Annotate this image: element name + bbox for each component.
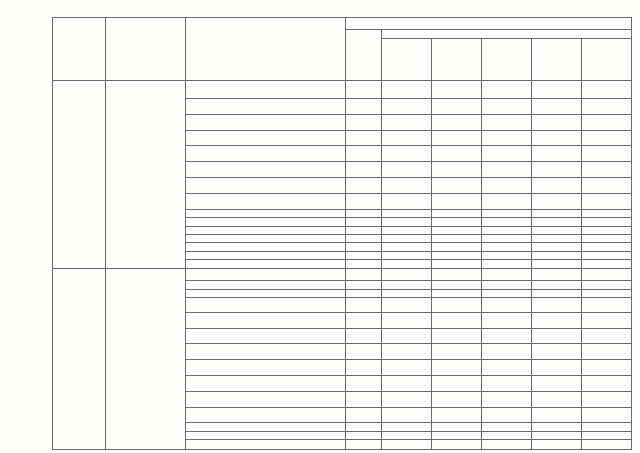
- value-cell: [532, 193, 582, 209]
- funding-source-cell: [186, 360, 346, 376]
- value-cell: [482, 268, 532, 281]
- value-cell: [346, 440, 382, 450]
- value-cell: [382, 312, 432, 328]
- budget-table: [52, 17, 632, 450]
- value-cell: [382, 260, 432, 268]
- value-cell: [482, 260, 532, 268]
- funding-source-cell: [186, 407, 346, 423]
- funding-source-cell: [186, 209, 346, 217]
- funding-source-cell: [186, 423, 346, 431]
- value-cell: [482, 99, 532, 115]
- value-cell: [482, 81, 532, 99]
- value-cell: [582, 193, 632, 209]
- value-cell: [582, 114, 632, 130]
- value-cell: [382, 298, 432, 313]
- value-cell: [532, 130, 582, 146]
- value-cell: [382, 268, 432, 281]
- status-cell: [53, 81, 106, 268]
- value-cell: [432, 218, 482, 226]
- value-cell: [482, 391, 532, 407]
- header-years-group: [382, 29, 632, 38]
- value-cell: [432, 328, 482, 344]
- header-status: [53, 18, 106, 81]
- value-cell: [482, 281, 532, 289]
- value-cell: [382, 243, 432, 251]
- value-cell: [382, 218, 432, 226]
- value-cell: [532, 218, 582, 226]
- value-cell: [432, 99, 482, 115]
- funding-source-cell: [186, 178, 346, 194]
- value-cell: [532, 407, 582, 423]
- value-cell: [346, 423, 382, 431]
- value-cell: [432, 162, 482, 178]
- value-cell: [482, 146, 532, 162]
- value-cell: [382, 81, 432, 99]
- value-cell: [482, 251, 532, 259]
- value-cell: [482, 193, 532, 209]
- value-cell: [582, 376, 632, 392]
- value-cell: [532, 99, 582, 115]
- header-year: [532, 39, 582, 81]
- value-cell: [432, 243, 482, 251]
- value-cell: [346, 268, 382, 281]
- funding-source-cell: [186, 130, 346, 146]
- value-cell: [432, 391, 482, 407]
- value-cell: [582, 226, 632, 234]
- value-cell: [532, 376, 582, 392]
- value-cell: [432, 298, 482, 313]
- value-cell: [482, 243, 532, 251]
- value-cell: [582, 440, 632, 450]
- value-cell: [346, 407, 382, 423]
- table-row: [53, 268, 632, 281]
- value-cell: [432, 407, 482, 423]
- value-cell: [346, 298, 382, 313]
- value-cell: [582, 407, 632, 423]
- value-cell: [582, 289, 632, 297]
- value-cell: [432, 281, 482, 289]
- value-cell: [482, 234, 532, 242]
- value-cell: [346, 431, 382, 439]
- value-cell: [346, 344, 382, 360]
- value-cell: [346, 312, 382, 328]
- value-cell: [432, 146, 482, 162]
- value-cell: [482, 162, 532, 178]
- value-cell: [582, 146, 632, 162]
- value-cell: [346, 289, 382, 297]
- value-cell: [382, 234, 432, 242]
- value-cell: [532, 243, 582, 251]
- value-cell: [382, 328, 432, 344]
- header-funding-group: [346, 18, 632, 30]
- value-cell: [382, 178, 432, 194]
- value-cell: [532, 440, 582, 450]
- value-cell: [432, 376, 482, 392]
- value-cell: [582, 130, 632, 146]
- value-cell: [382, 251, 432, 259]
- page-number: [334, 7, 344, 15]
- value-cell: [582, 298, 632, 313]
- value-cell: [582, 360, 632, 376]
- value-cell: [482, 298, 532, 313]
- value-cell: [482, 218, 532, 226]
- value-cell: [432, 289, 482, 297]
- value-cell: [346, 376, 382, 392]
- value-cell: [346, 130, 382, 146]
- value-cell: [582, 423, 632, 431]
- value-cell: [582, 281, 632, 289]
- value-cell: [382, 146, 432, 162]
- value-cell: [482, 226, 532, 234]
- value-cell: [582, 391, 632, 407]
- header-program: [106, 18, 186, 81]
- value-cell: [532, 234, 582, 242]
- value-cell: [346, 193, 382, 209]
- value-cell: [482, 344, 532, 360]
- table-row: [53, 81, 632, 99]
- value-cell: [432, 209, 482, 217]
- value-cell: [382, 130, 432, 146]
- value-cell: [582, 178, 632, 194]
- header-year: [582, 39, 632, 81]
- value-cell: [432, 260, 482, 268]
- value-cell: [582, 328, 632, 344]
- funding-source-cell: [186, 268, 346, 281]
- value-cell: [532, 391, 582, 407]
- value-cell: [382, 193, 432, 209]
- value-cell: [346, 99, 382, 115]
- value-cell: [582, 312, 632, 328]
- value-cell: [532, 268, 582, 281]
- value-cell: [432, 360, 482, 376]
- value-cell: [432, 431, 482, 439]
- value-cell: [482, 431, 532, 439]
- funding-source-cell: [186, 312, 346, 328]
- value-cell: [432, 312, 482, 328]
- value-cell: [346, 178, 382, 194]
- value-cell: [432, 193, 482, 209]
- value-cell: [532, 281, 582, 289]
- value-cell: [532, 344, 582, 360]
- value-cell: [432, 423, 482, 431]
- header-executor: [186, 18, 346, 81]
- value-cell: [482, 312, 532, 328]
- funding-source-cell: [186, 162, 346, 178]
- value-cell: [382, 431, 432, 439]
- value-cell: [482, 360, 532, 376]
- header-total: [346, 29, 382, 81]
- value-cell: [346, 146, 382, 162]
- value-cell: [482, 328, 532, 344]
- value-cell: [532, 81, 582, 99]
- value-cell: [382, 99, 432, 115]
- value-cell: [582, 218, 632, 226]
- value-cell: [432, 226, 482, 234]
- value-cell: [346, 218, 382, 226]
- value-cell: [346, 328, 382, 344]
- value-cell: [382, 226, 432, 234]
- header-year: [482, 39, 532, 81]
- value-cell: [382, 391, 432, 407]
- value-cell: [482, 178, 532, 194]
- value-cell: [432, 344, 482, 360]
- value-cell: [382, 423, 432, 431]
- value-cell: [382, 440, 432, 450]
- value-cell: [482, 423, 532, 431]
- value-cell: [582, 234, 632, 242]
- funding-source-cell: [186, 431, 346, 439]
- value-cell: [532, 360, 582, 376]
- funding-source-cell: [186, 328, 346, 344]
- value-cell: [346, 226, 382, 234]
- value-cell: [432, 251, 482, 259]
- value-cell: [346, 243, 382, 251]
- value-cell: [532, 178, 582, 194]
- value-cell: [482, 289, 532, 297]
- value-cell: [482, 114, 532, 130]
- funding-source-cell: [186, 243, 346, 251]
- value-cell: [432, 81, 482, 99]
- program-cell: [106, 81, 186, 268]
- funding-source-cell: [186, 344, 346, 360]
- value-cell: [482, 407, 532, 423]
- value-cell: [346, 114, 382, 130]
- funding-source-cell: [186, 234, 346, 242]
- funding-source-cell: [186, 260, 346, 268]
- value-cell: [382, 209, 432, 217]
- value-cell: [482, 376, 532, 392]
- value-cell: [346, 234, 382, 242]
- program-cell: [106, 268, 186, 449]
- value-cell: [382, 289, 432, 297]
- value-cell: [432, 440, 482, 450]
- value-cell: [346, 209, 382, 217]
- value-cell: [532, 260, 582, 268]
- value-cell: [346, 391, 382, 407]
- value-cell: [432, 114, 482, 130]
- funding-source-cell: [186, 440, 346, 450]
- value-cell: [432, 234, 482, 242]
- value-cell: [432, 130, 482, 146]
- value-cell: [532, 226, 582, 234]
- value-cell: [532, 423, 582, 431]
- value-cell: [582, 431, 632, 439]
- value-cell: [582, 251, 632, 259]
- funding-source-cell: [186, 146, 346, 162]
- value-cell: [346, 81, 382, 99]
- value-cell: [482, 130, 532, 146]
- value-cell: [532, 312, 582, 328]
- funding-source-cell: [186, 251, 346, 259]
- value-cell: [482, 440, 532, 450]
- value-cell: [582, 99, 632, 115]
- value-cell: [382, 281, 432, 289]
- value-cell: [532, 114, 582, 130]
- value-cell: [532, 298, 582, 313]
- value-cell: [482, 209, 532, 217]
- value-cell: [346, 251, 382, 259]
- value-cell: [382, 162, 432, 178]
- funding-source-cell: [186, 281, 346, 289]
- value-cell: [582, 209, 632, 217]
- value-cell: [582, 162, 632, 178]
- value-cell: [346, 281, 382, 289]
- value-cell: [532, 289, 582, 297]
- funding-source-cell: [186, 193, 346, 209]
- value-cell: [382, 360, 432, 376]
- value-cell: [582, 243, 632, 251]
- value-cell: [382, 114, 432, 130]
- funding-source-cell: [186, 391, 346, 407]
- value-cell: [382, 376, 432, 392]
- header-year: [382, 39, 432, 81]
- funding-source-cell: [186, 81, 346, 99]
- value-cell: [532, 209, 582, 217]
- value-cell: [582, 260, 632, 268]
- value-cell: [432, 178, 482, 194]
- value-cell: [346, 162, 382, 178]
- funding-source-cell: [186, 226, 346, 234]
- value-cell: [432, 268, 482, 281]
- value-cell: [532, 328, 582, 344]
- value-cell: [582, 344, 632, 360]
- value-cell: [382, 407, 432, 423]
- funding-source-cell: [186, 99, 346, 115]
- value-cell: [532, 251, 582, 259]
- value-cell: [532, 431, 582, 439]
- value-cell: [582, 268, 632, 281]
- value-cell: [346, 260, 382, 268]
- status-cell: [53, 268, 106, 449]
- funding-source-cell: [186, 376, 346, 392]
- value-cell: [532, 162, 582, 178]
- value-cell: [346, 360, 382, 376]
- header-year: [432, 39, 482, 81]
- funding-source-cell: [186, 114, 346, 130]
- value-cell: [582, 81, 632, 99]
- value-cell: [382, 344, 432, 360]
- funding-source-cell: [186, 289, 346, 297]
- value-cell: [532, 146, 582, 162]
- funding-source-cell: [186, 218, 346, 226]
- funding-source-cell: [186, 298, 346, 313]
